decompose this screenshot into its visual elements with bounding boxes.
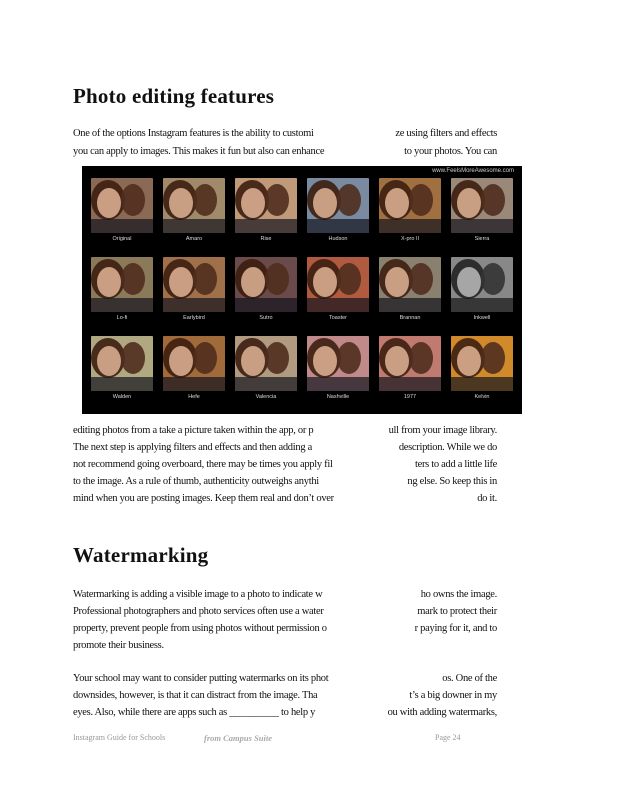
text-line-right: r paying for it, and to [414, 623, 497, 634]
filter-thumbnail [91, 178, 153, 233]
filter-label: Kelvin [474, 394, 490, 400]
section-title-photo-editing: Photo editing features [73, 84, 275, 108]
filter-label: Original [112, 236, 132, 242]
text-line-right: do it. [477, 493, 497, 504]
filter-label: Rise [260, 236, 272, 242]
text-line-left: promote their business. [73, 640, 164, 651]
text-line-left: editing photos from a take a picture taken within the app, or p [73, 425, 314, 436]
filter-sample [451, 178, 513, 242]
filter-sample [307, 336, 369, 400]
text-line-left: Professional photographers and photo services often use a water [73, 606, 324, 617]
filter-thumbnail [91, 336, 153, 391]
filter-thumbnail [379, 178, 441, 233]
filter-sample [91, 336, 153, 400]
filter-thumbnail [235, 336, 297, 391]
text-line-left: to the image. As a rule of thumb, authenticity outweighs anythi [73, 476, 319, 487]
filter-sample [451, 257, 513, 321]
filter-label: Toaster [328, 315, 348, 321]
filter-sample [235, 336, 297, 400]
filter-thumbnail [91, 257, 153, 312]
filter-sample [379, 336, 441, 400]
filter-label: Brannan [399, 315, 421, 321]
filter-label: Lo-fi [116, 315, 128, 321]
filter-thumbnail [235, 257, 297, 312]
text-line-right: os. One of the [442, 673, 497, 684]
text-line-right: ng else. So keep this in [407, 476, 497, 487]
footer-page-number: Page 24 [435, 733, 461, 742]
image-watermark: www.FeelsMoreAwesome.com [432, 168, 514, 174]
filter-sample [163, 336, 225, 400]
text-line-left: eyes. Also, while there are apps such as __________ to help y [73, 707, 316, 718]
filter-label: Earlybird [183, 315, 205, 321]
text-line-left: Watermarking is adding a visible image to a photo to indicate w [73, 589, 323, 600]
filter-label: Walden [112, 394, 132, 400]
filter-thumbnail [451, 336, 513, 391]
section-title-watermarking: Watermarking [73, 543, 209, 567]
filter-label: Hudson [328, 236, 348, 242]
filter-sample [91, 178, 153, 242]
filter-thumbnail [379, 336, 441, 391]
text-line-right: ho owns the image. [420, 589, 497, 600]
text-line-right: mark to protect their [417, 606, 497, 617]
filter-label: Hefe [188, 394, 200, 400]
filter-thumbnail [451, 257, 513, 312]
filter-label: Sierra [474, 236, 490, 242]
text-line-right: t’s a big downer in my [409, 690, 497, 701]
text-line-right: ull from your image library. [388, 425, 497, 436]
text-line-right: ters to add a little life [414, 459, 497, 470]
text-line-left: not recommend going overboard, there may be times you apply fil [73, 459, 333, 470]
filter-sample [307, 178, 369, 242]
filter-thumbnail [307, 336, 369, 391]
footer-publisher: from Campus Suite [204, 733, 273, 743]
filter-label: Nashville [326, 394, 350, 400]
text-line-left: Your school may want to consider putting watermarks on its phot [73, 673, 329, 684]
text-line-right: description. While we do [398, 442, 497, 453]
filter-thumbnail [235, 178, 297, 233]
filter-sample [235, 178, 297, 242]
filter-thumbnail [307, 257, 369, 312]
text-line-left: property, prevent people from using photos without permission o [73, 623, 327, 634]
text-line-left: downsides, however, is that it can distract from the image. Tha [73, 690, 318, 701]
filter-sample [163, 257, 225, 321]
filter-label: Sutro [259, 315, 273, 321]
filter-sample [451, 336, 513, 400]
filter-label: 1977 [403, 394, 417, 400]
filter-sample [379, 178, 441, 242]
filter-thumbnail [307, 178, 369, 233]
filter-thumbnail [379, 257, 441, 312]
filter-thumbnail [163, 178, 225, 233]
filter-thumbnail [163, 257, 225, 312]
filter-sample [163, 178, 225, 242]
filter-sample [235, 257, 297, 321]
text-line-left: The next step is applying filters and effects and then adding a [73, 442, 312, 453]
instagram-filters-image [82, 166, 522, 414]
filter-sample [91, 257, 153, 321]
text-line-right: ou with adding watermarks, [387, 707, 497, 718]
filter-sample [379, 257, 441, 321]
filter-sample [307, 257, 369, 321]
filter-thumbnail [451, 178, 513, 233]
text-line-right: to your photos. You can [404, 146, 497, 157]
text-line-right: ze using filters and effects [395, 128, 497, 139]
filter-thumbnail [163, 336, 225, 391]
filter-label: Valencia [255, 394, 277, 400]
filter-label: X-pro II [400, 236, 420, 242]
text-line-left: you can apply to images. This makes it fun but also can enhance [73, 146, 325, 157]
text-line-left: mind when you are posting images. Keep them real and don’t over [73, 493, 334, 504]
filter-label: Inkwell [473, 315, 491, 321]
text-line-left: One of the options Instagram features is the ability to customi [73, 128, 314, 139]
footer-guide-title: Instagram Guide for Schools [73, 733, 166, 742]
filter-label: Amaro [185, 236, 203, 242]
